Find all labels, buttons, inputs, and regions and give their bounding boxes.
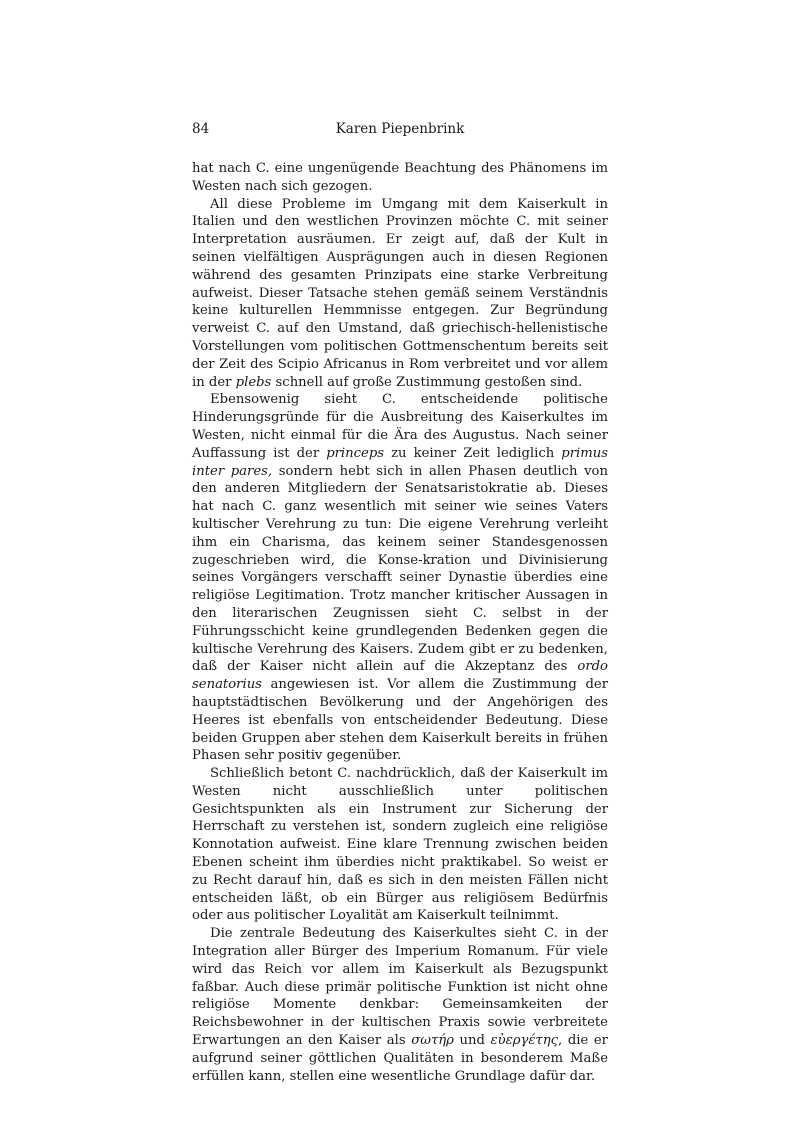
text-run: sondern hebt sich in allen Phasen deutlich von den anderen Mitgliedern der Senatsaristokratie ab. Dieses hat nach C. ganz wesentlich mit seiner wie seines Vaters kultischer Verehrung zu tun: Die eigene Verehrung verleiht ihm ein Charisma, das keinem seiner Standesgenossen zugeschrieben wird, die Konse-kration und Divinisierung seines Vorgängers verschafft seiner Dynastie überdies eine religiöse Legitimation. Trotz mancher kritischer Aussagen in den literarischen Zeugnissen sieht C. selbst in der Führungsschicht keine grundlegenden Bedenken gegen die kultische Verehrung des Kaisers. Zudem gibt er zu bedenken, daß der Kaiser nicht allein auf die Akzeptanz des [192, 463, 608, 675]
italic-term: primus inter pares, [192, 445, 608, 479]
paragraph-1 [192, 160, 608, 196]
italic-term: σωτήρ [411, 1033, 454, 1049]
italic-term: εὐεργέτης [490, 1033, 559, 1049]
italic-term: princeps [326, 445, 385, 461]
text-run: , die er aufgrund seiner göttlichen Qualitäten in besonderem Maße erfüllen kann, stellen eine wesentliche Grundlage dafür dar. [192, 1033, 608, 1084]
text-run: zu keiner Zeit lediglich [384, 445, 562, 461]
page-number: 84 [192, 121, 210, 137]
text-run: schnell auf große Zustimmung gestoßen sind. [271, 374, 583, 390]
paragraph-3 [192, 391, 608, 765]
italic-term: plebs [235, 374, 272, 390]
text-run: All diese Probleme im Umgang mit dem Kaiserkult in Italien und den westlichen Provinzen möchte C. mit seiner Interpretation ausräumen. Er zeigt auf, daß der Kult in seinen vielfältigen Ausprägungen auch in diesen Regionen während des gesamten Prinzipats eine starke Verbreitung aufweist. Dieser Tatsache stehen gemäß seinem Verständnis keine kulturellen Hemmnisse entgegen. Zur Begründung verweist C. auf den Umstand, daß griechisch-hellenistische Vorstellungen vom politischen Gottmenschentum bereits seit der Zeit des Scipio Africanus in Rom verbreitet und vor allem in der [192, 196, 608, 390]
paragraph-2 [192, 196, 608, 392]
text-run: Schließlich betont C. nachdrücklich, daß der Kaiserkult im Westen nicht ausschließlich unter politischen Gesichtspunkten als ein Instrument zur Sicherung der Herrschaft zu verstehen ist, sondern zugleich eine religiöse Konnotation aufweist. Eine klare Trennung zwischen beiden Ebenen scheint ihm überdies nicht praktikabel. So weist er zu Recht darauf hin, daß es sich in den meisten Fällen nicht entscheiden läßt, ob ein Bürger aus religiösem Bedürfnis oder aus politischer Loyalität am Kaiserkult teilnimmt. [192, 766, 608, 924]
paragraph-5 [192, 925, 608, 1085]
italic-term: ordo senatorius [192, 659, 608, 693]
running-head-author: Karen Piepenbrink [335, 121, 465, 137]
text-run: und [453, 1033, 491, 1049]
text-run: hat nach C. eine ungenügende Beachtung des Phänomens im Westen nach sich gezogen. [192, 161, 608, 194]
text-run: Die zentrale Bedeutung des Kaiserkultes sieht C. in der Integration aller Bürger des Imperium Romanum. Für viele wird das Reich vor allem im Kaiserkult als Bezugspunkt faßbar. Auch diese primär politische Funktion ist nicht ohne religiöse Momente denkbar: Gemeinsamkeiten der Reichsbewohner in der kultischen Praxis sowie verbreitete Erwartungen an den Kaiser als [192, 926, 608, 1049]
text-run: Ebensowenig sieht C. entscheidende politische Hinderungsgründe für die Ausbreitung des Kaiserkultes im Westen, nicht einmal für die Ära des Augustus. Nach seiner Auffassung ist der [192, 392, 608, 461]
text-run: angewiesen ist. Vor allem die Zustimmung der hauptstädtischen Bevölkerung und der Angehörigen des Heeres ist ebenfalls von entscheidender Bedeutung. Diese beiden Gruppen aber stehen dem Kaiserkult bereits in frühen Phasen sehr positiv gegenüber. [192, 677, 608, 764]
body-text [192, 160, 608, 1085]
paragraph-4 [192, 765, 608, 925]
page-header [192, 120, 608, 138]
